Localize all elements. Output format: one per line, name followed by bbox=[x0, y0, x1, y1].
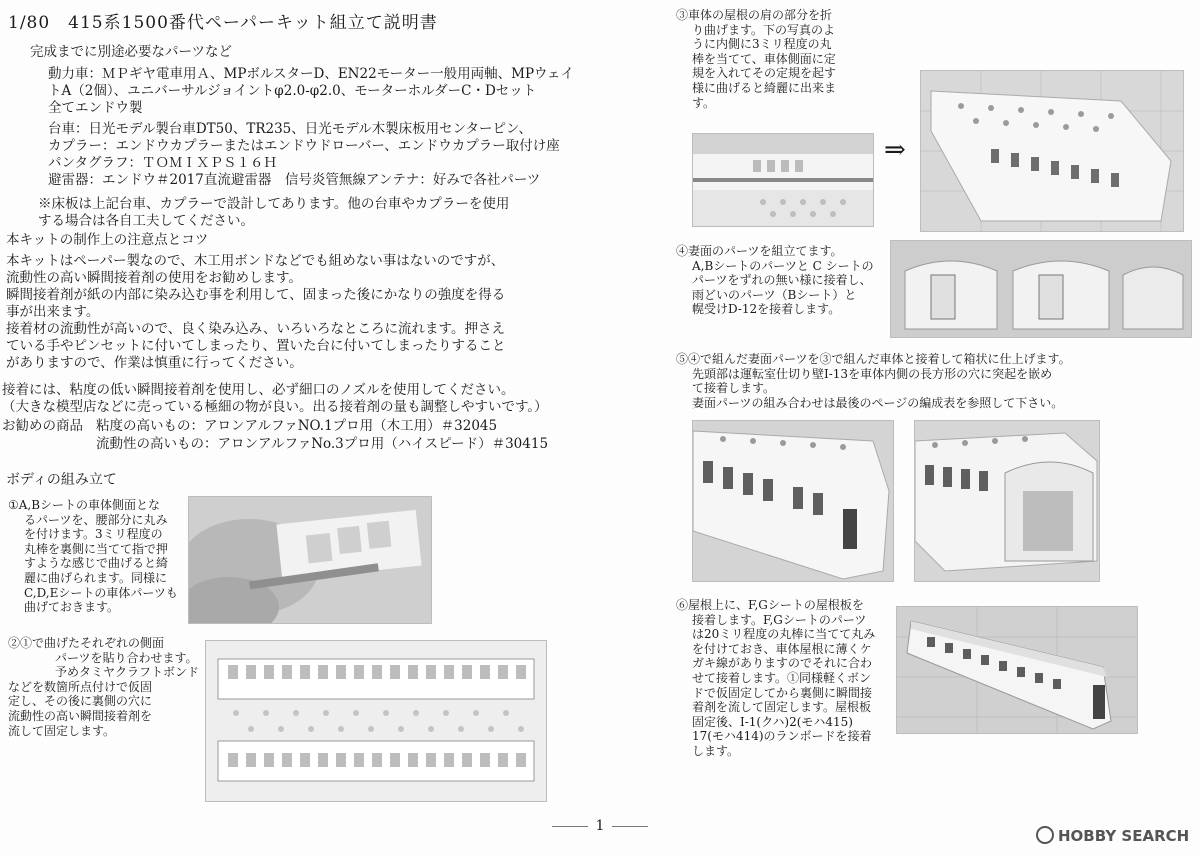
step-line: うに内側に3ミリ程度の丸 bbox=[692, 37, 832, 52]
step-line: 様に曲げると綺麗に出来ま bbox=[692, 80, 837, 95]
step-4-photo bbox=[890, 240, 1192, 338]
watermark-text: HOBBY SEARCH bbox=[1058, 827, 1190, 845]
page-title: 1/80 415系1500番代ペーパーキット組立て説明書 bbox=[8, 13, 438, 33]
parts-line: カプラー：エンドウカプラーまたはエンドウドローバー、エンドウカプラー取付け座 bbox=[48, 138, 560, 154]
step-line: ④妻面のパーツを組立てます。 bbox=[676, 244, 843, 258]
parts-note-2: する場合は各自工夫してください。 bbox=[38, 213, 254, 229]
step-line: 棒を当てて、車体側面に定 bbox=[692, 51, 836, 66]
step-6-text bbox=[676, 598, 875, 759]
step-line: ②①で曲げたそれぞれの側面 bbox=[8, 636, 165, 650]
step-4-text bbox=[676, 244, 874, 317]
parts-line: パンタグラフ：ＴＯＭＩＸＰＳ１６Ｈ bbox=[48, 155, 277, 171]
step-line: ガキ線がありますのでそれに合わ bbox=[692, 656, 873, 671]
step-line: 麗に曲げられます。同様に bbox=[24, 570, 168, 585]
step-line: 17(モハ414)のランボードを接着 bbox=[692, 729, 872, 744]
step-line: 予めタミヤクラフトボンド bbox=[55, 665, 200, 680]
step-line: て接着します。 bbox=[692, 381, 776, 396]
step-1-text bbox=[8, 498, 178, 615]
parts-heading: 完成までに別途必要なパーツなど bbox=[30, 44, 232, 60]
step-line: 流動性の高い瞬間接着剤を bbox=[8, 708, 153, 723]
parts-line: 台車：日光モデル製台車DT50、TR235、日光モデル木製床板用センターピン、 bbox=[48, 121, 532, 137]
step-line: 規を入れてその定規を起す bbox=[692, 66, 837, 81]
step-line: 妻面パーツの組み合わせは最後のページの編成表を参照して下さい。 bbox=[692, 395, 1064, 410]
step-line: などを数箇所点付けで仮固 bbox=[8, 679, 153, 694]
step-line: 曲げておきます。 bbox=[24, 600, 120, 615]
step-line: 幌受けD-12を接着します。 bbox=[692, 302, 841, 317]
body-section-heading: ボディの組み立て bbox=[6, 472, 117, 488]
parts-line: 避雷器：エンドウ＃2017直流避雷器 信号炎管無線アンテナ：好みで各社パーツ bbox=[48, 172, 541, 188]
arrow-icon: ⇒ bbox=[884, 135, 906, 165]
adhesive-line: （大きな模型店などに売っている極細の物が良い。出る接着剤の量も調整しやすいです。） bbox=[2, 399, 548, 415]
step-1-photo bbox=[188, 496, 432, 624]
adhesive-line: 接着には、粘度の低い瞬間接着剤を使用し、必ず細口のノズルを使用してください。 bbox=[2, 382, 515, 398]
step-line: す。 bbox=[692, 95, 716, 110]
tips-line: 接着材の流動性が高いので、良く染み込み、いろいろなところに流れます。押さえ bbox=[6, 321, 505, 337]
step-5-photo-b bbox=[914, 420, 1100, 582]
step-line: るパーツを、腰部分に丸み bbox=[24, 512, 168, 527]
parts-line: 全てエンドウ製 bbox=[48, 100, 143, 116]
tips-line: 瞬間接着剤が紙の内部に染み込む事を利用して、固まった後にかなりの強度を得る bbox=[6, 287, 506, 303]
step-line: り曲げます。下の写真のよ bbox=[692, 22, 836, 37]
step-line: 定し、その後に裏側の穴に bbox=[8, 694, 153, 709]
step-5-photo-a bbox=[692, 420, 894, 582]
step-line: 先頭部は運転室仕切り壁I-13を車体内側の長方形の穴に突起を嵌め bbox=[692, 366, 1053, 381]
tips-line: 流動性の高い瞬間接着剤の使用をお勧めします。 bbox=[6, 270, 302, 286]
step-line: 雨どいのパーツ（Bシート）と bbox=[692, 287, 857, 302]
step-line: 接着します。F,Gシートのパーツ bbox=[692, 612, 867, 627]
hobby-search-logo bbox=[1036, 826, 1189, 845]
step-line: C,D,Eシートの車体パーツも bbox=[24, 585, 178, 600]
step-line: せて接着します。①同様軽くボン bbox=[692, 670, 872, 685]
step-line: パーツをずれの無い様に接着し、 bbox=[692, 273, 872, 288]
step-line: ドで仮固定してから裏側に瞬間接 bbox=[692, 685, 873, 700]
step-5-text bbox=[676, 352, 1071, 410]
parts-note-1: ※床板は上記台車、カプラーで設計してあります。他の台車やカプラーを使用 bbox=[38, 196, 510, 212]
step-line: 着剤を流して固定します。屋根板 bbox=[692, 700, 872, 715]
step-line: 固定後、I-1(クハ)2(モハ415) bbox=[692, 714, 853, 729]
step-line: すような感じで曲げると綺 bbox=[24, 556, 169, 571]
step-line: ③車体の屋根の肩の部分を折 bbox=[676, 8, 833, 22]
parts-line: トA（2個）、ユニバーサルジョイントφ2.0-φ2.0、モーターホルダーC・Dセット bbox=[48, 83, 537, 99]
tips-line: がありますので、作業は慎重に行ってください。 bbox=[6, 355, 303, 371]
tips-line: 事が出来ます。 bbox=[6, 304, 100, 320]
step-line: ①A,Bシートの車体側面とな bbox=[8, 498, 161, 512]
recommend-line: 粘度の高いもの：アロンアルファNO.1プロ用（木工用）＃32045 bbox=[96, 418, 498, 434]
tips-heading: 本キットの制作上の注意点とコツ bbox=[6, 232, 209, 248]
step-line: を付けます。3ミリ程度の bbox=[24, 527, 163, 542]
step-3-photo-b bbox=[920, 70, 1184, 232]
step-line: A,Bシートのパーツと C シートの bbox=[692, 258, 874, 273]
step-line: ⑤④で組んだ妻面パーツを③で組んだ車体と接着して箱状に仕上げます。 bbox=[676, 352, 1071, 366]
step-3-text bbox=[676, 8, 836, 110]
logo-mark-icon bbox=[1036, 826, 1054, 844]
step-line: 流して固定します。 bbox=[8, 723, 116, 738]
step-line: します。 bbox=[692, 743, 740, 758]
step-2-text bbox=[8, 636, 199, 738]
step-line: を付けておき、車体屋根に薄くケ bbox=[692, 641, 872, 656]
page-number: 1 bbox=[540, 818, 660, 834]
step-6-photo bbox=[896, 606, 1138, 734]
recommend-label: お勧めの商品 bbox=[2, 418, 83, 434]
step-2-photo bbox=[205, 640, 547, 802]
parts-line: 動力車：ＭＰギヤ電車用Ａ、MPボルスターD、EN22モーター一般用両軸、MPウェイ bbox=[48, 66, 574, 82]
step-line: パーツを貼り合わせます。 bbox=[55, 650, 198, 665]
step-line: ⑥屋根上に、F,Gシートの屋根板を bbox=[676, 598, 864, 612]
recommend-line: 流動性の高いもの：アロンアルファNo.3プロ用（ハイスピード）＃30415 bbox=[96, 436, 549, 452]
step-line: 丸棒を裏側に当てて指で押 bbox=[24, 541, 169, 556]
tips-line: 本キットはペーパー製なので、木工用ボンドなどでも組めない事はないのですが、 bbox=[6, 253, 505, 269]
step-line: は20ミリ程度の丸棒に当てて丸み bbox=[692, 627, 876, 642]
step-3-photo-a bbox=[692, 133, 874, 227]
tips-line: ている手やピンセットに付いてしまったり、置いた台に付いてしまったりすること bbox=[6, 338, 506, 354]
